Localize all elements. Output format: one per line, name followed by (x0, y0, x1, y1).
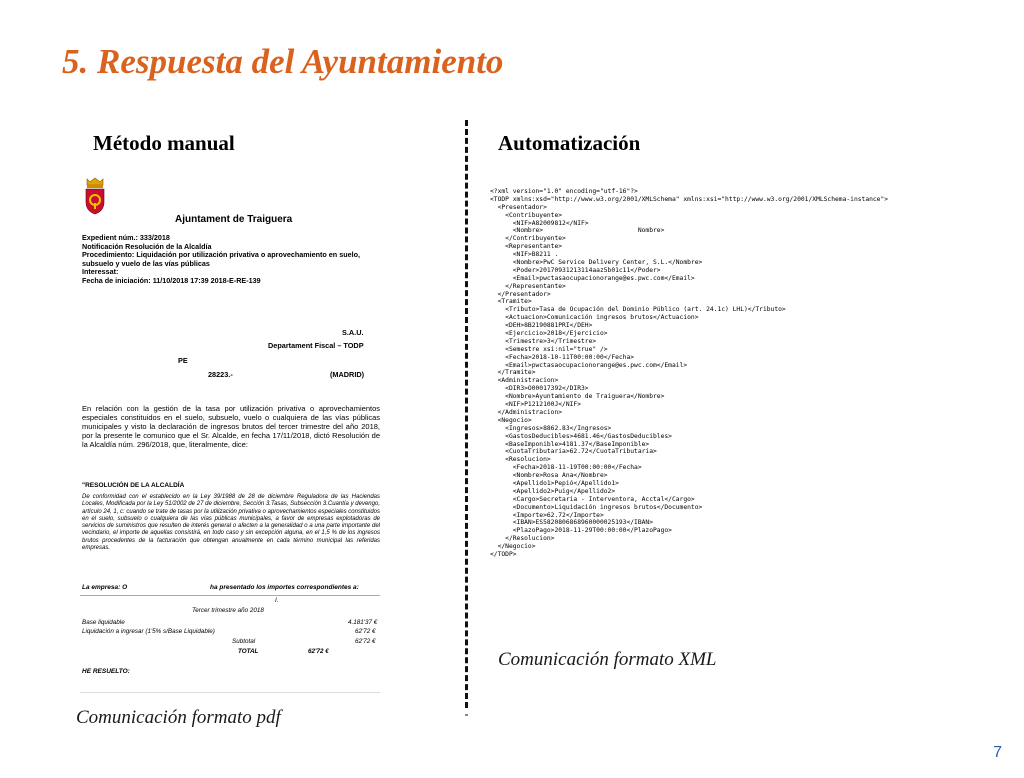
quarter-label: Tercer trimestre año 2018 (192, 607, 264, 614)
recipient-street: PE (178, 356, 188, 365)
xml-line: <Nombre>PwC Service Delivery Center, S.L.</Nombre> (490, 259, 703, 267)
row-value: 62'72 € (308, 648, 329, 655)
xml-line: <Nombre> Nombre> (490, 227, 665, 235)
xml-line: </Contribuyente> (490, 235, 566, 243)
interested-party: Interessat: (82, 267, 119, 277)
xml-line: <Cargo>Secretaria - Interventora, Acctal</Cargo> (490, 495, 695, 503)
xml-line: <Nombre>Ayuntamiento de Traiguera</Nombre> (490, 393, 665, 401)
left-heading: Método manual (93, 131, 235, 155)
right-heading: Automatización (498, 131, 641, 155)
xml-line: <IBAN>ES5820806868960000025193</IBAN> (490, 519, 654, 527)
xml-line: <Tramite> (490, 298, 532, 306)
xml-line: <Fecha>2018-10-11T00:00:00</Fecha> (490, 353, 635, 361)
xml-line: </Tramite> (490, 369, 536, 377)
xml-line: <Representante> (490, 243, 563, 251)
xml-line: <BaseImponible>4181.37</BaseImponible> (490, 440, 650, 448)
xml-line: <Apellido1>Pepió</Apellido1> (490, 479, 619, 487)
xml-line: <DIR3>O00017392</DIR3> (490, 385, 589, 393)
xml-line: <Presentador> (490, 203, 547, 211)
xml-line: <Negocio> (490, 416, 532, 424)
xml-line: <Contribuyente> (490, 211, 563, 219)
empresa-suffix: ha presentado los importes correspondientes a: (210, 584, 359, 591)
row-label: TOTAL (238, 648, 259, 655)
xml-line: <TODP xmlns:xsd="http://www.w3.org/2001/XMLSchema" xmlns:xsi="http://www.w3.org/2001/XMLSchema-instance"> (490, 195, 889, 203)
row-value: 62'72 € (355, 628, 376, 635)
row-label: Base liquidable (82, 619, 125, 626)
xml-line: <Resolucion> (490, 456, 551, 464)
he-resuelto: HE RESUELTO: (82, 668, 130, 675)
resolution-text: De conformidad con el establecido en la Ley 39/1988 de 28 de diciembre Reguladora de las Haciendas Locales, Modificada por la Ley 51/2002 de 27 de diciembre, Sección 3.Tasas, Subsección 3.Cuantía y devengo, artículo 24, 1, c: cuando se trate de tasas por la utilización privativa o aprovechamientos especiales constituidos en el suelo, subsuelo o cualquiera de las vías públicas municipales, a favor de empresas explotadoras de servicios de suministros que resulten de interés general o afecten a la generalidad o a una parte importante del vecindario, el importe de aquellas consistirá, en todo caso y sin excepción alguna, en el 1,5 % de los ingresos brutos procedentes de la facturación que obtengan anualmente en cada término municipal las referidas empresas. (82, 494, 380, 552)
recipient-company: S.A.U. (342, 328, 364, 337)
pdf-caption: Comunicación formato pdf (76, 707, 281, 728)
xml-line: <PlazoPago>2018-11-29T00:00:00</PlazoPago> (490, 527, 672, 535)
expediente-block (82, 234, 362, 286)
xml-document (490, 188, 888, 559)
row-value: 4.181'37 € (348, 619, 378, 626)
xml-line: </Presentador> (490, 290, 551, 298)
xml-line: <Importe>62.72</Importe> (490, 511, 604, 519)
coat-of-arms-icon (84, 176, 106, 216)
row-label: Subtotal (232, 638, 256, 645)
xml-line: </Negocio> (490, 543, 536, 551)
xml-line: <CuotaTributaria>62.72</CuotaTributaria> (490, 448, 657, 456)
expediente-number: Expedient núm.: 333/2018 (82, 233, 170, 242)
slide-title: 5. Respuesta del Ayuntamiento (62, 42, 504, 81)
xml-line: <NIF>A82009812</NIF> (490, 219, 589, 227)
xml-line: <Semestre xsi:nil="true" /> (490, 345, 608, 353)
notification-type: Notificación Resolución de la Alcaldía (82, 241, 212, 251)
xml-line: <GastosDeducibles>4681.46</GastosDeducibles> (490, 432, 672, 440)
xml-line: </TODP> (490, 550, 517, 558)
xml-line: <Trimestre>3</Trimestre> (490, 337, 597, 345)
row-label: Liquidación a ingresar (1'5% s/Base Liquidable) (82, 628, 215, 635)
empresa-name: I. (275, 597, 279, 604)
xml-line: <Actuacion>Comunicación ingresos brutos</Actuacion> (490, 314, 699, 322)
xml-caption: Comunicación formato XML (498, 649, 717, 670)
xml-line: <Apellido2>Puig</Apellido2> (490, 487, 616, 495)
pdf-document (80, 176, 380, 693)
xml-line: <?xml version="1.0" encoding="utf-16"?> (490, 188, 638, 195)
empresa-label: La empresa: O (82, 584, 128, 591)
notification-paragraph: En relación con la gestión de la tasa por utilización privativa o aprovechamientos especiales constituidos en el suelo, subsuelo, vuelo o cualquiera de las vías públicas municipales y visto la declaración de ingresos brutos del tercer trimestre del año 2018, por la presente le comunico que el Sr. Alcalde, en fecha 17/11/2018, dictó Resolución de la Alcaldía núm. 296/2018, que, literalmente, dice: (82, 404, 380, 450)
xml-line: <Nombre>Rosa Ana</Nombre> (490, 472, 608, 480)
xml-line: <Poder>20170931213114aaz5b01c11</Poder> (490, 266, 661, 274)
xml-line: </Resolucion> (490, 535, 555, 543)
xml-line: <Fecha>2018-11-19T00:00:00</Fecha> (490, 464, 642, 472)
xml-line: <Email>pwctasaocupacionorange@es.pwc.com</Email> (490, 361, 688, 369)
empresa-rule (80, 595, 380, 596)
xml-line: <NIF>B8211 . (490, 251, 559, 259)
recipient-department: Departament Fiscal – TODP (268, 341, 364, 350)
xml-line: <Ejercicio>2018</Ejercicio> (490, 330, 608, 338)
xml-line: <NIF>P1212100J</NIF> (490, 401, 581, 409)
dashed-divider (465, 120, 468, 708)
recipient-city: (MADRID) (330, 370, 365, 379)
resolution-heading: "RESOLUCIÓN DE LA ALCALDÍA (82, 482, 185, 489)
xml-line: <DEH>8B2190881PRI</DEH> (490, 322, 593, 330)
xml-line: <Administracion> (490, 377, 559, 385)
procedure: Procedimiento: Liquidación por utilización privativa o aprovechamiento en suelo, subsuelo y vuelo de las vías públicas (82, 250, 360, 268)
page-number: 7 (993, 744, 1002, 761)
town-hall-name: Ajuntament de Traiguera (175, 214, 293, 225)
xml-line: <Documento>Liquidación ingresos brutos</Documento> (490, 503, 703, 511)
row-value: 62'72 € (355, 638, 376, 645)
xml-line: <Ingresos>8862.83</Ingresos> (490, 424, 612, 432)
xml-line: </Representante> (490, 282, 566, 290)
recipient-postal: 28223.- (208, 370, 233, 379)
xml-line: <Email>pwctasaocupacionorange@es.pwc.com</Email> (490, 274, 695, 282)
xml-line: </Administracion> (490, 408, 563, 416)
start-date: Fecha de iniciación: 11/10/2018 17:39 2018-E-RE-139 (82, 275, 261, 285)
xml-line: <Tributo>Tasa de Ocupación del Dominio Público (art. 24.1c) LHL)</Tributo> (490, 306, 786, 314)
